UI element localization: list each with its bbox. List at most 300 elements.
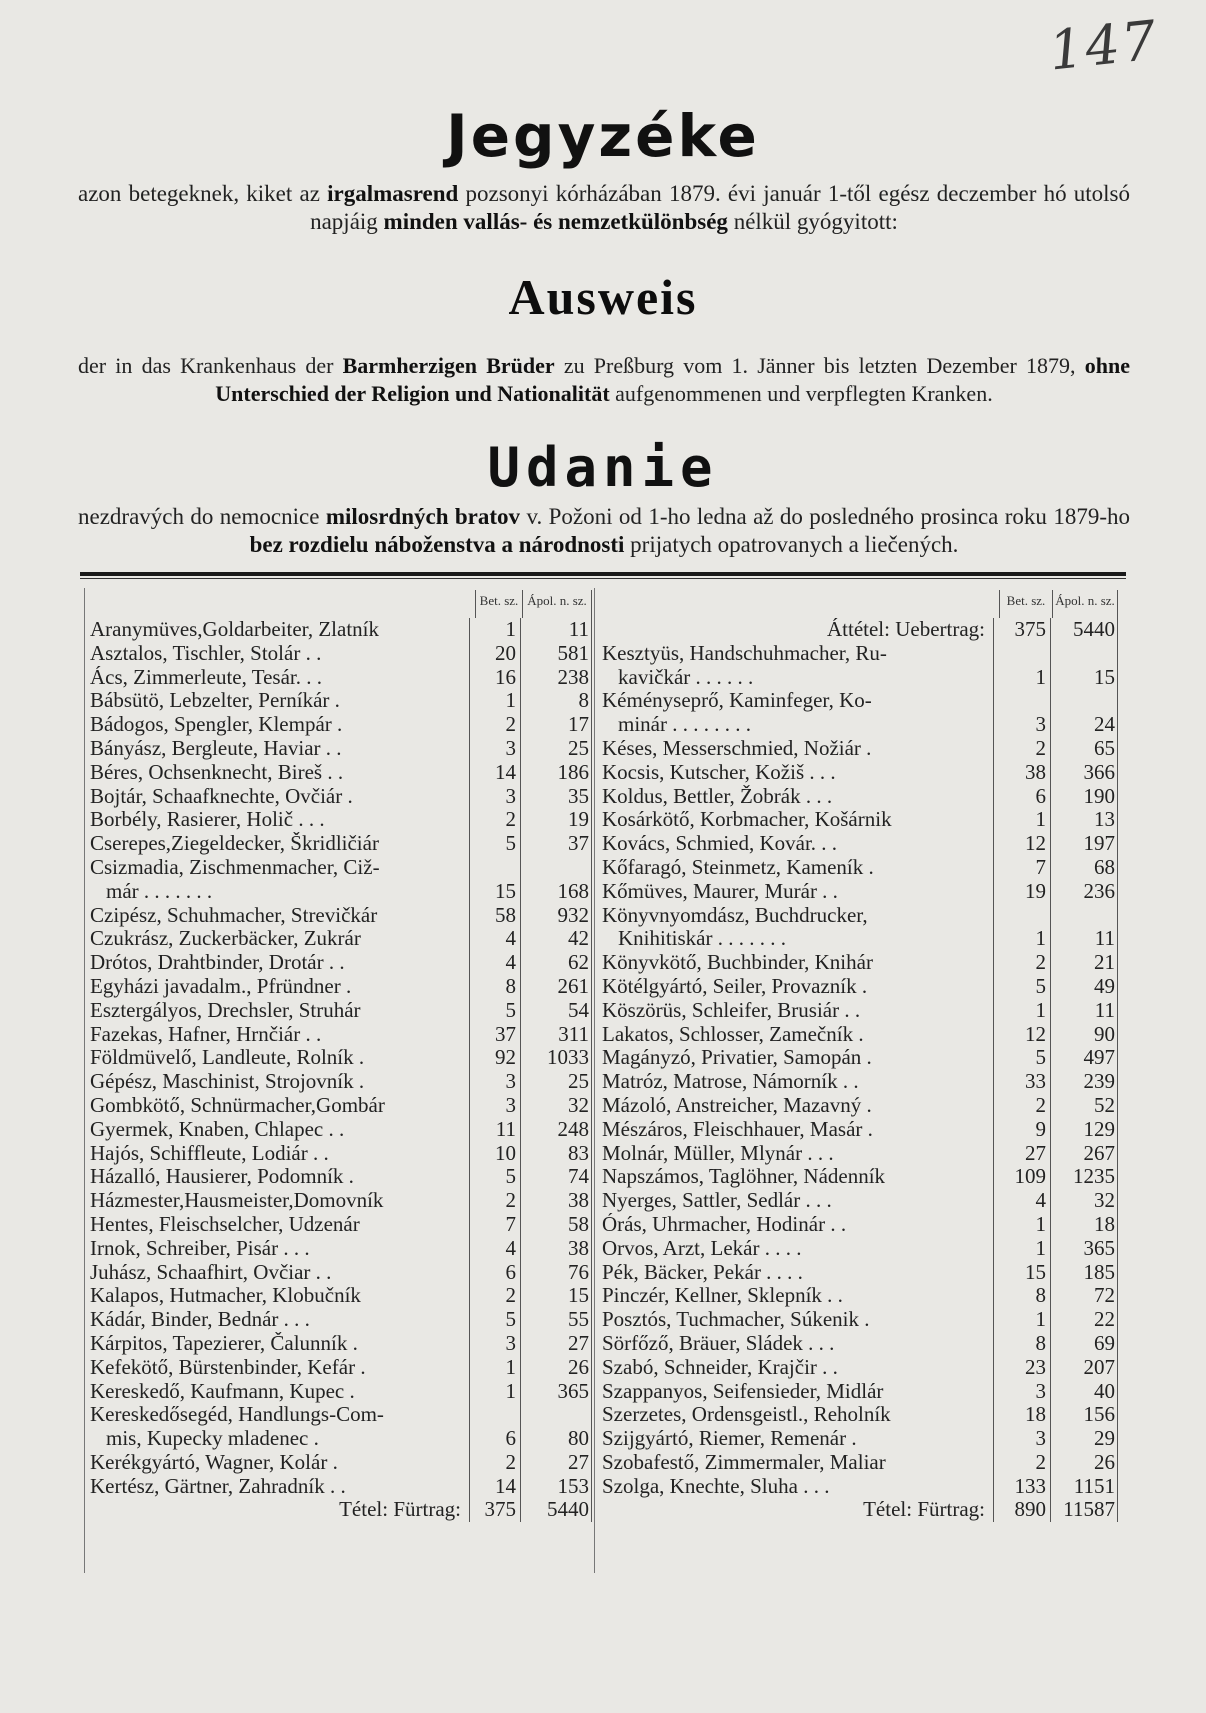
header-bet-sz: Bet. sz. — [475, 590, 522, 618]
table-row — [84, 1213, 592, 1237]
header-spacer — [84, 590, 475, 618]
table-row — [596, 1189, 1118, 1213]
care-days-count: 58 — [521, 1213, 592, 1237]
occupation-name-line-2: kavičkár . . . . . . — [618, 665, 754, 689]
patient-count: 1 — [470, 1356, 521, 1380]
occupation-name: Napszámos, Taglöhner, Nádenník — [602, 1165, 886, 1189]
header-apol-sz: Ápol. n. sz. — [1052, 590, 1118, 618]
occupation-name-line-2: már . . . . . . . — [106, 879, 213, 903]
occupation-name: Pinczér, Kellner, Sklepník . . — [602, 1284, 843, 1308]
occupation-name: Szijgyártó, Riemer, Remenár . — [602, 1427, 857, 1451]
table-row — [596, 666, 1118, 690]
empty-cell — [994, 689, 1051, 713]
table-row — [84, 737, 592, 761]
occupation-name-line-1: Kéményseprő, Kaminfeger, Ko- — [602, 689, 872, 713]
occupation-name-line-1: Könyvnyomdász, Buchdrucker, — [602, 903, 868, 927]
patient-count: 23 — [994, 1356, 1051, 1380]
table-row — [84, 975, 592, 999]
intro-hu-bold-2: minden vallás- és nemzetkülönbség — [383, 209, 728, 234]
table-row — [84, 904, 592, 928]
occupation-name: Koldus, Bettler, Žobrák . . . — [602, 784, 833, 808]
care-days-count: 26 — [521, 1356, 592, 1380]
occupation-name: Asztalos, Tischler, Stolár . . — [90, 641, 322, 665]
occupation-name: Borbély, Rasierer, Holič . . . — [90, 808, 325, 832]
patient-count: 3 — [470, 785, 521, 809]
table-row — [596, 1261, 1118, 1285]
intro-de-text-1: der in das Krankenhaus der — [78, 353, 343, 378]
patient-count: 2 — [994, 1094, 1051, 1118]
empty-cell — [521, 856, 592, 880]
total-bet: 375 — [470, 1498, 521, 1522]
carry-row — [596, 618, 1118, 642]
care-days-count: 186 — [521, 761, 592, 785]
table-row — [596, 1427, 1118, 1451]
patient-count: 27 — [994, 1142, 1051, 1166]
intro-hu-text-3: nélkül gyógyitott: — [727, 209, 898, 234]
table-row — [84, 618, 592, 642]
patient-count: 5 — [470, 1308, 521, 1332]
occupation-name-line-1: Csizmadia, Zischmenmacher, Ciž- — [90, 855, 380, 879]
table-body-left — [84, 618, 592, 1498]
care-days-count: 26 — [1051, 1451, 1118, 1475]
intro-de-bold-1: Barmherzigen Brüder — [342, 353, 555, 378]
patient-count: 8 — [994, 1332, 1051, 1356]
occupation-name: Drótos, Drahtbinder, Drotár . . — [90, 951, 345, 975]
intro-de-text-2: zu Preßburg vom 1. Jänner bis letzten Dezember 1879, — [554, 353, 1085, 378]
patient-count: 6 — [470, 1427, 521, 1451]
table-row — [596, 642, 1118, 666]
care-days-count: 13 — [1051, 808, 1118, 832]
table-row — [596, 1165, 1118, 1189]
patient-count: 8 — [994, 1284, 1051, 1308]
patient-count: 1 — [994, 666, 1051, 690]
occupation-name-line-2: mis, Kupecky mladenec . — [106, 1427, 319, 1451]
table-row — [596, 1213, 1118, 1237]
care-days-count: 62 — [521, 951, 592, 975]
care-days-count: 932 — [521, 904, 592, 928]
care-days-count: 366 — [1051, 761, 1118, 785]
table-row — [596, 927, 1118, 951]
table-row — [84, 1451, 592, 1475]
patient-count: 15 — [994, 1261, 1051, 1285]
care-days-count: 238 — [521, 666, 592, 690]
intro-sk-text-1: nezdravých do nemocnice — [78, 504, 326, 529]
patient-count: 1 — [994, 927, 1051, 951]
table-row — [84, 1023, 592, 1047]
care-days-count: 18 — [1051, 1213, 1118, 1237]
patient-count: 14 — [470, 1475, 521, 1499]
patient-count: 5 — [994, 975, 1051, 999]
table-row — [596, 999, 1118, 1023]
occupation-name: Matróz, Matrose, Námorník . . — [602, 1070, 859, 1094]
table-row — [596, 785, 1118, 809]
patient-count: 2 — [994, 737, 1051, 761]
patient-count: 133 — [994, 1475, 1051, 1499]
intro-sk-bold-2: bez rozdielu náboženstva a národnosti — [249, 532, 625, 557]
carry-label: Áttétel: Uebertrag: — [826, 618, 985, 641]
occupation-name: Házmester,Hausmeister,Domovník — [90, 1189, 384, 1213]
patient-count: 14 — [470, 761, 521, 785]
occupation-name: Bojtár, Schaafknechte, Ovčiár . — [90, 784, 353, 808]
table-row — [596, 856, 1118, 880]
table-row — [84, 1308, 592, 1332]
total-apol: 5440 — [521, 1498, 592, 1522]
occupation-name: Szabó, Schneider, Krajčir . . — [602, 1355, 838, 1379]
care-days-count: 32 — [521, 1094, 592, 1118]
patient-count: 20 — [470, 642, 521, 666]
table-total-right — [596, 1498, 1118, 1522]
care-days-count: 25 — [521, 737, 592, 761]
table-row — [84, 1189, 592, 1213]
occupation-table-left — [84, 590, 592, 1522]
table-row — [84, 785, 592, 809]
care-days-count: 1151 — [1051, 1475, 1118, 1499]
table-row — [84, 880, 592, 904]
empty-cell — [470, 1403, 521, 1427]
patient-count: 4 — [470, 1237, 521, 1261]
care-days-count: 55 — [521, 1308, 592, 1332]
table-row — [84, 927, 592, 951]
header-bet-sz: Bet. sz. — [999, 590, 1052, 618]
total-label: Tétel: Fürtrag: — [339, 1498, 461, 1522]
table-body-right — [596, 642, 1118, 1499]
table-row — [596, 713, 1118, 737]
patient-count: 5 — [470, 832, 521, 856]
patient-count: 37 — [470, 1023, 521, 1047]
table-row — [84, 1403, 592, 1427]
empty-cell — [470, 856, 521, 880]
care-days-count: 38 — [521, 1237, 592, 1261]
patient-count: 109 — [994, 1165, 1051, 1189]
table-total-left — [84, 1498, 592, 1522]
care-days-count: 69 — [1051, 1332, 1118, 1356]
occupation-table-right — [596, 590, 1118, 1522]
table-row — [84, 666, 592, 690]
occupation-name: Magányzó, Privatier, Samopán . — [602, 1046, 872, 1070]
care-days-count: 27 — [521, 1332, 592, 1356]
occupation-name: Gombkötő, Schnürmacher,Gombár — [90, 1093, 385, 1117]
care-days-count: 83 — [521, 1142, 592, 1166]
table-row — [84, 642, 592, 666]
care-days-count: 207 — [1051, 1356, 1118, 1380]
patient-count: 6 — [470, 1261, 521, 1285]
table-row — [84, 1475, 592, 1499]
occupation-name: Aranymüves,Goldarbeiter, Zlatník — [90, 618, 379, 641]
occupation-name: Esztergályos, Drechsler, Struhár — [90, 998, 361, 1022]
table-row — [596, 1380, 1118, 1404]
occupation-name: Bádogos, Spengler, Klempár . — [90, 713, 343, 737]
occupation-name: Kosárkötő, Korbmacher, Košárnik — [602, 808, 892, 832]
patient-count: 2 — [470, 713, 521, 737]
table-row — [596, 904, 1118, 928]
total-row — [84, 1498, 592, 1522]
total-row — [596, 1498, 1118, 1522]
occupation-name: Szerzetes, Ordensgeistl., Reholník — [602, 1403, 891, 1427]
occupation-name: Posztós, Tuchmacher, Súkenik . — [602, 1308, 870, 1332]
patient-count: 3 — [470, 737, 521, 761]
care-days-count: 37 — [521, 832, 592, 856]
occupation-name: Béres, Ochsenknecht, Bireš . . — [90, 760, 344, 784]
intro-de-bold-2: ohne Unterschied der Religion und Nationalität — [215, 353, 1130, 406]
table-row — [84, 713, 592, 737]
header-rule-thick — [80, 572, 1126, 576]
occupation-name: Földmüvelő, Landleute, Rolník . — [90, 1046, 365, 1070]
table-row — [596, 951, 1118, 975]
table-row — [84, 1165, 592, 1189]
patient-count: 11 — [470, 1118, 521, 1142]
occupation-name: Egyházi javadalm., Pfründner . — [90, 974, 352, 998]
patient-count: 3 — [470, 1332, 521, 1356]
care-days-count: 11 — [1051, 927, 1118, 951]
care-days-count: 52 — [1051, 1094, 1118, 1118]
care-days-count: 80 — [521, 1427, 592, 1451]
patient-count: 6 — [994, 785, 1051, 809]
care-days-count: 54 — [521, 999, 592, 1023]
care-days-count: 68 — [1051, 856, 1118, 880]
care-days-count: 1033 — [521, 1046, 592, 1070]
occupation-name: Kefekötő, Bürstenbinder, Kefár . — [90, 1355, 366, 1379]
occupation-name: Nyerges, Sattler, Sedlár . . . — [602, 1189, 832, 1213]
patient-count: 58 — [470, 904, 521, 928]
table-header-right — [596, 590, 1118, 618]
patient-count: 12 — [994, 1023, 1051, 1047]
table-row — [596, 1094, 1118, 1118]
empty-cell — [521, 1403, 592, 1427]
occupation-name: Kocsis, Kutscher, Kožiš . . . — [602, 760, 836, 784]
occupation-name: Hajós, Schiffleute, Lodiár . . — [90, 1141, 329, 1165]
intro-hungarian — [78, 180, 1130, 236]
occupation-name-line-2: minár . . . . . . . . — [618, 713, 751, 737]
patient-count: 2 — [470, 1189, 521, 1213]
title-german: Ausweis — [508, 269, 698, 325]
care-days-count: 185 — [1051, 1261, 1118, 1285]
title-hungarian: Jegyzéke — [446, 102, 760, 170]
patient-count: 5 — [994, 1046, 1051, 1070]
occupation-name: Pék, Bäcker, Pekár . . . . — [602, 1260, 803, 1284]
table-row — [84, 1118, 592, 1142]
table-row — [596, 1070, 1118, 1094]
header-apol-sz: Ápol. n. sz. — [522, 590, 592, 618]
intro-german — [78, 352, 1130, 408]
table-row — [596, 1118, 1118, 1142]
care-days-count: 29 — [1051, 1427, 1118, 1451]
intro-hu-bold-1: irgalmasrend — [327, 181, 459, 206]
occupation-name: Sörfőző, Bräuer, Sládek . . . — [602, 1331, 835, 1355]
care-days-count: 236 — [1051, 880, 1118, 904]
patient-count: 5 — [470, 1165, 521, 1189]
care-days-count: 156 — [1051, 1403, 1118, 1427]
table-row — [596, 808, 1118, 832]
care-days-count: 32 — [1051, 1189, 1118, 1213]
table-row — [84, 856, 592, 880]
patient-count: 3 — [470, 1070, 521, 1094]
occupation-name: Kárpitos, Tapezierer, Čalunník . — [90, 1331, 358, 1355]
patient-count: 1 — [470, 618, 521, 642]
occupation-name: Kalapos, Hutmacher, Klobučník — [90, 1284, 361, 1308]
intro-de-text-3: aufgenommenen und verpflegten Kranken. — [609, 381, 993, 406]
occupation-name: Irnok, Schreiber, Pisár . . . — [90, 1236, 310, 1260]
patient-count: 19 — [994, 880, 1051, 904]
intro-sk-text-3: prijatych opatrovanych a liečených. — [624, 532, 959, 557]
patient-count: 33 — [994, 1070, 1051, 1094]
patient-count: 2 — [994, 951, 1051, 975]
care-days-count: 24 — [1051, 713, 1118, 737]
table-row — [596, 1023, 1118, 1047]
occupation-name: Hentes, Fleischselcher, Udzenár — [90, 1212, 360, 1236]
patient-count: 2 — [470, 1284, 521, 1308]
patient-count: 1 — [994, 808, 1051, 832]
patient-count: 2 — [470, 808, 521, 832]
occupation-name: Köszörüs, Schleifer, Brusiár . . — [602, 998, 861, 1022]
patient-count: 1 — [994, 1213, 1051, 1237]
care-days-count: 15 — [1051, 666, 1118, 690]
occupation-name: Orvos, Arzt, Lekár . . . . — [602, 1236, 802, 1260]
patient-count: 1 — [470, 689, 521, 713]
occupation-name: Czukrász, Zuckerbäcker, Zukrár — [90, 927, 361, 951]
care-days-count: 22 — [1051, 1308, 1118, 1332]
table-row — [84, 999, 592, 1023]
patient-count: 1 — [994, 1237, 1051, 1261]
table-row — [84, 1094, 592, 1118]
occupation-name: Fazekas, Hafner, Hrnčiár . . — [90, 1022, 322, 1046]
occupation-name: Kereskedő, Kaufmann, Kupec . — [90, 1379, 355, 1403]
occupation-name: Késes, Messerschmied, Nožiár . — [602, 736, 872, 760]
patient-count: 4 — [994, 1189, 1051, 1213]
table-row — [596, 1451, 1118, 1475]
table-row — [596, 1356, 1118, 1380]
occupation-name: Mázoló, Anstreicher, Mazavný . — [602, 1093, 872, 1117]
care-days-count: 197 — [1051, 832, 1118, 856]
care-days-count: 1235 — [1051, 1165, 1118, 1189]
table-row — [596, 761, 1118, 785]
patient-count: 2 — [994, 1451, 1051, 1475]
table-row — [596, 1403, 1118, 1427]
care-days-count: 21 — [1051, 951, 1118, 975]
care-days-count: 38 — [521, 1189, 592, 1213]
occupation-name: Kőfaragó, Steinmetz, Kameník . — [602, 855, 874, 879]
care-days-count: 129 — [1051, 1118, 1118, 1142]
care-days-count: 581 — [521, 642, 592, 666]
table-header-left — [84, 590, 592, 618]
patient-count: 1 — [994, 999, 1051, 1023]
occupation-name: Kádár, Binder, Bednár . . . — [90, 1308, 310, 1332]
care-days-count: 17 — [521, 713, 592, 737]
carry-bet: 375 — [994, 618, 1051, 642]
occupation-name-line-2: Knihitiskár . . . . . . . — [618, 927, 786, 951]
patient-count: 18 — [994, 1403, 1051, 1427]
patient-count: 3 — [994, 1380, 1051, 1404]
table-row — [84, 689, 592, 713]
table-row — [596, 1284, 1118, 1308]
occupation-name: Gyermek, Knaben, Chlapec . . — [90, 1117, 345, 1141]
total-label: Tétel: Fürtrag: — [863, 1498, 985, 1522]
table-row — [84, 1261, 592, 1285]
table-row — [84, 1237, 592, 1261]
patient-count: 1 — [994, 1308, 1051, 1332]
empty-cell — [994, 904, 1051, 928]
care-days-count: 15 — [521, 1284, 592, 1308]
occupation-name: Cserepes,Ziegeldecker, Škridličiár — [90, 832, 379, 856]
care-days-count: 74 — [521, 1165, 592, 1189]
table-row — [596, 975, 1118, 999]
care-days-count: 65 — [1051, 737, 1118, 761]
care-days-count: 190 — [1051, 785, 1118, 809]
table-row — [84, 1380, 592, 1404]
table-column-divider — [594, 588, 595, 1573]
care-days-count: 40 — [1051, 1380, 1118, 1404]
care-days-count: 42 — [521, 927, 592, 951]
care-days-count: 153 — [521, 1475, 592, 1499]
patient-count: 1 — [470, 1380, 521, 1404]
empty-cell — [1051, 642, 1118, 666]
occupation-name: Bányász, Bergleute, Haviar . . — [90, 736, 342, 760]
patient-count: 10 — [470, 1142, 521, 1166]
occupation-name: Lakatos, Schlosser, Zamečník . — [602, 1022, 864, 1046]
patient-count: 15 — [470, 880, 521, 904]
care-days-count: 168 — [521, 880, 592, 904]
care-days-count: 25 — [521, 1070, 592, 1094]
empty-cell — [1051, 689, 1118, 713]
care-days-count: 365 — [521, 1380, 592, 1404]
care-days-count: 267 — [1051, 1142, 1118, 1166]
patient-count: 4 — [470, 951, 521, 975]
total-bet: 890 — [994, 1498, 1051, 1522]
title-slovak: Udanie — [487, 436, 719, 499]
care-days-count: 248 — [521, 1118, 592, 1142]
table-row — [596, 689, 1118, 713]
occupation-name: Szolga, Knechte, Sluha . . . — [602, 1474, 830, 1498]
occupation-name: Gépész, Maschinist, Strojovník . — [90, 1070, 365, 1094]
table-carry-right — [596, 618, 1118, 642]
table-row — [596, 880, 1118, 904]
table-row — [84, 1427, 592, 1451]
occupation-name: Kerékgyártó, Wagner, Kolár . — [90, 1450, 338, 1474]
empty-cell — [994, 642, 1051, 666]
table-row — [84, 1284, 592, 1308]
table-row — [596, 1142, 1118, 1166]
intro-sk-text-2: v. Požoni od 1-ho ledna až do posledného prosinca roku 1879-ho — [520, 504, 1130, 529]
care-days-count: 497 — [1051, 1046, 1118, 1070]
table-row — [84, 761, 592, 785]
patient-count: 3 — [994, 713, 1051, 737]
care-days-count: 90 — [1051, 1023, 1118, 1047]
table-row — [84, 1142, 592, 1166]
empty-cell — [1051, 904, 1118, 928]
patient-count: 3 — [470, 1094, 521, 1118]
table-row — [596, 1046, 1118, 1070]
table-row — [596, 1237, 1118, 1261]
occupation-name: Kötélgyártó, Seiler, Provazník . — [602, 974, 868, 998]
table-row — [596, 1332, 1118, 1356]
occupation-name: Bábsütö, Lebzelter, Perníkár . — [90, 689, 340, 713]
table-row — [84, 1332, 592, 1356]
care-days-count: 239 — [1051, 1070, 1118, 1094]
occupation-name-line-1: Kereskedősegéd, Handlungs-Com- — [90, 1403, 384, 1427]
occupation-name: Kőmüves, Maurer, Murár . . — [602, 879, 838, 903]
patient-count: 4 — [470, 927, 521, 951]
occupation-name: Molnár, Müller, Mlynár . . . — [602, 1141, 834, 1165]
table-row — [84, 1070, 592, 1094]
page-number: 147 — [1045, 8, 1161, 83]
care-days-count: 11 — [521, 618, 592, 642]
table-row — [84, 1046, 592, 1070]
care-days-count: 76 — [521, 1261, 592, 1285]
occupation-name: Órás, Uhrmacher, Hodinár . . — [602, 1212, 847, 1236]
occupation-name-line-1: Kesztyüs, Handschuhmacher, Ru- — [602, 641, 887, 665]
occupation-name: Házalló, Hausierer, Podomník . — [90, 1165, 354, 1189]
patient-count: 38 — [994, 761, 1051, 785]
intro-hu-text-1: azon betegeknek, kiket az — [78, 181, 328, 206]
